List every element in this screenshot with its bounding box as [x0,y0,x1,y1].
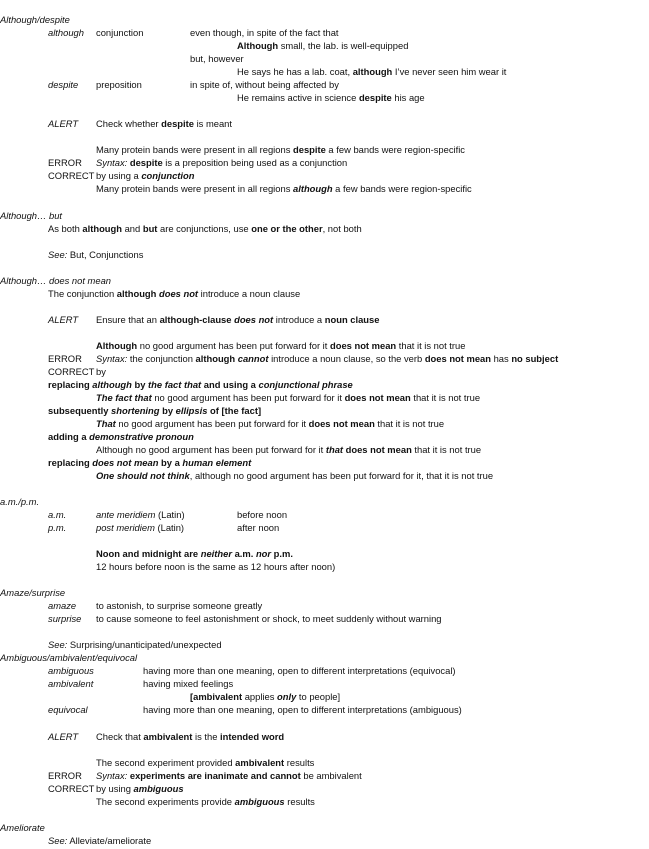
fix-example-2: That no good argument has been put forward for it does not mean that it is not true [96,418,445,429]
correct-text: by using ambiguous [96,783,184,794]
entry-heading-am-pm: a.m./p.m. [0,496,40,507]
correct-text: by [96,366,106,377]
see-also-link[interactable]: See: Surprising/unanticipated/unexpected [48,639,222,650]
headword-ambivalent: ambivalent [48,678,94,689]
fix-step-1: replacing although by the fact that and using a conjunctional phrase [48,379,353,390]
usage-note-2: 12 hours before noon is the same as 12 hours after noon) [96,561,336,572]
fix-example-1: The fact that no good argument has been put forward for it does not mean that it is not true [96,392,481,403]
headword-pm: p.m. [48,522,67,533]
wrong-example: Although no good argument has been put forward for it does not mean that it is not true [96,340,466,351]
headword-surprise: surprise [48,613,82,624]
fix-step-2: subsequently shortening by ellipsis of [the fact] [48,405,262,416]
fix-step-4: replacing does not mean by a human element [48,457,252,468]
see-also-link[interactable]: See: But, Conjunctions [48,249,144,260]
usage-note: Noon and midnight are neither a.m. nor p.m. [96,548,293,559]
entry-heading-although-despite: Although/despite [0,14,70,25]
example-despite: He remains active in science despite his age [237,92,425,103]
definition-although-2: but, however [190,53,244,64]
fix-step-3: adding a demonstrative pronoun [48,431,194,442]
headword-am: a.m. [48,509,67,520]
ambivalent-note: [ambivalent applies only to people] [190,691,341,702]
definition-amaze: to astonish, to surprise someone greatly [96,600,263,611]
definition-surprise: to cause someone to feel astonishment or shock, to meet suddenly without warning [96,613,442,624]
headword-although: although [48,27,84,38]
error-text: Syntax: despite is a preposition being used as a conjunction [96,157,348,168]
correct-label: CORRECT [48,366,95,377]
entry-heading-although-but: Although… but [0,210,63,221]
fix-example-4: One should not think, although no good argument has been put forward for it, that it is not true [96,470,494,481]
error-text: Syntax: experiments are inanimate and cannot be ambivalent [96,770,362,781]
definition-pm: after noon [237,522,280,533]
definition-despite: in spite of, without being affected by [190,79,339,90]
wrong-example: The second experiment provided ambivalent results [96,757,315,768]
definition-am: before noon [237,509,288,520]
headword-ambiguous: ambiguous [48,665,94,676]
latin-am: ante meridiem (Latin) [96,509,185,520]
correct-text: by using a conjunction [96,170,195,181]
error-label: ERROR [48,353,82,364]
alert-text: Check that ambivalent is the intended word [96,731,285,742]
alert-text: Check whether despite is meant [96,118,233,129]
alert-text: Ensure that an although-clause does not introduce a noun clause [96,314,380,325]
example-although-1: Although small, the lab. is well-equipped [237,40,409,51]
latin-pm: post meridiem (Latin) [96,522,185,533]
alert-label: ALERT [48,731,79,742]
pos-preposition: preposition [96,79,142,90]
error-label: ERROR [48,157,82,168]
definition-ambiguous: having more than one meaning, open to different interpretations (equivocal) [143,665,456,676]
entry-heading-amaze-surprise: Amaze/surprise [0,587,66,598]
entry-heading-although-does-not-mean: Although… does not mean [0,275,112,286]
example-although-2: He says he has a lab. coat, although I’ve never seen him wear it [237,66,507,77]
definition-ambivalent: having mixed feelings [143,678,234,689]
entry-heading-ambiguous: Ambiguous/ambivalent/equivocal [0,652,138,663]
wrong-example: Many protein bands were present in all regions despite a few bands were region-specific [96,144,465,155]
error-label: ERROR [48,770,82,781]
fixed-example: Many protein bands were present in all regions although a few bands were region-specific [96,183,472,194]
headword-despite: despite [48,79,79,90]
fixed-example: The second experiments provide ambiguous results [96,796,315,807]
definition-although-1: even though, in spite of the fact that [190,27,339,38]
error-text: Syntax: the conjunction although cannot introduce a noun clause, so the verb does not mean has no subject [96,353,559,364]
alert-label: ALERT [48,118,79,129]
pos-conjunction: conjunction [96,27,144,38]
usage-note: The conjunction although does not introduce a noun clause [48,288,301,299]
correct-label: CORRECT [48,170,95,181]
headword-amaze: amaze [48,600,77,611]
see-also-link[interactable]: See: Alleviate/ameliorate [48,835,152,846]
headword-equivocal: equivocal [48,704,88,715]
definition-equivocal: having more than one meaning, open to different interpretations (ambiguous) [143,704,462,715]
alert-label: ALERT [48,314,79,325]
usage-note: As both although and but are conjunctions, use one or the other, not both [48,223,362,234]
correct-label: CORRECT [48,783,95,794]
entry-heading-ameliorate: Ameliorate [0,822,45,833]
fix-example-3: Although no good argument has been put forward for it that does not mean that it is not true [96,444,482,455]
